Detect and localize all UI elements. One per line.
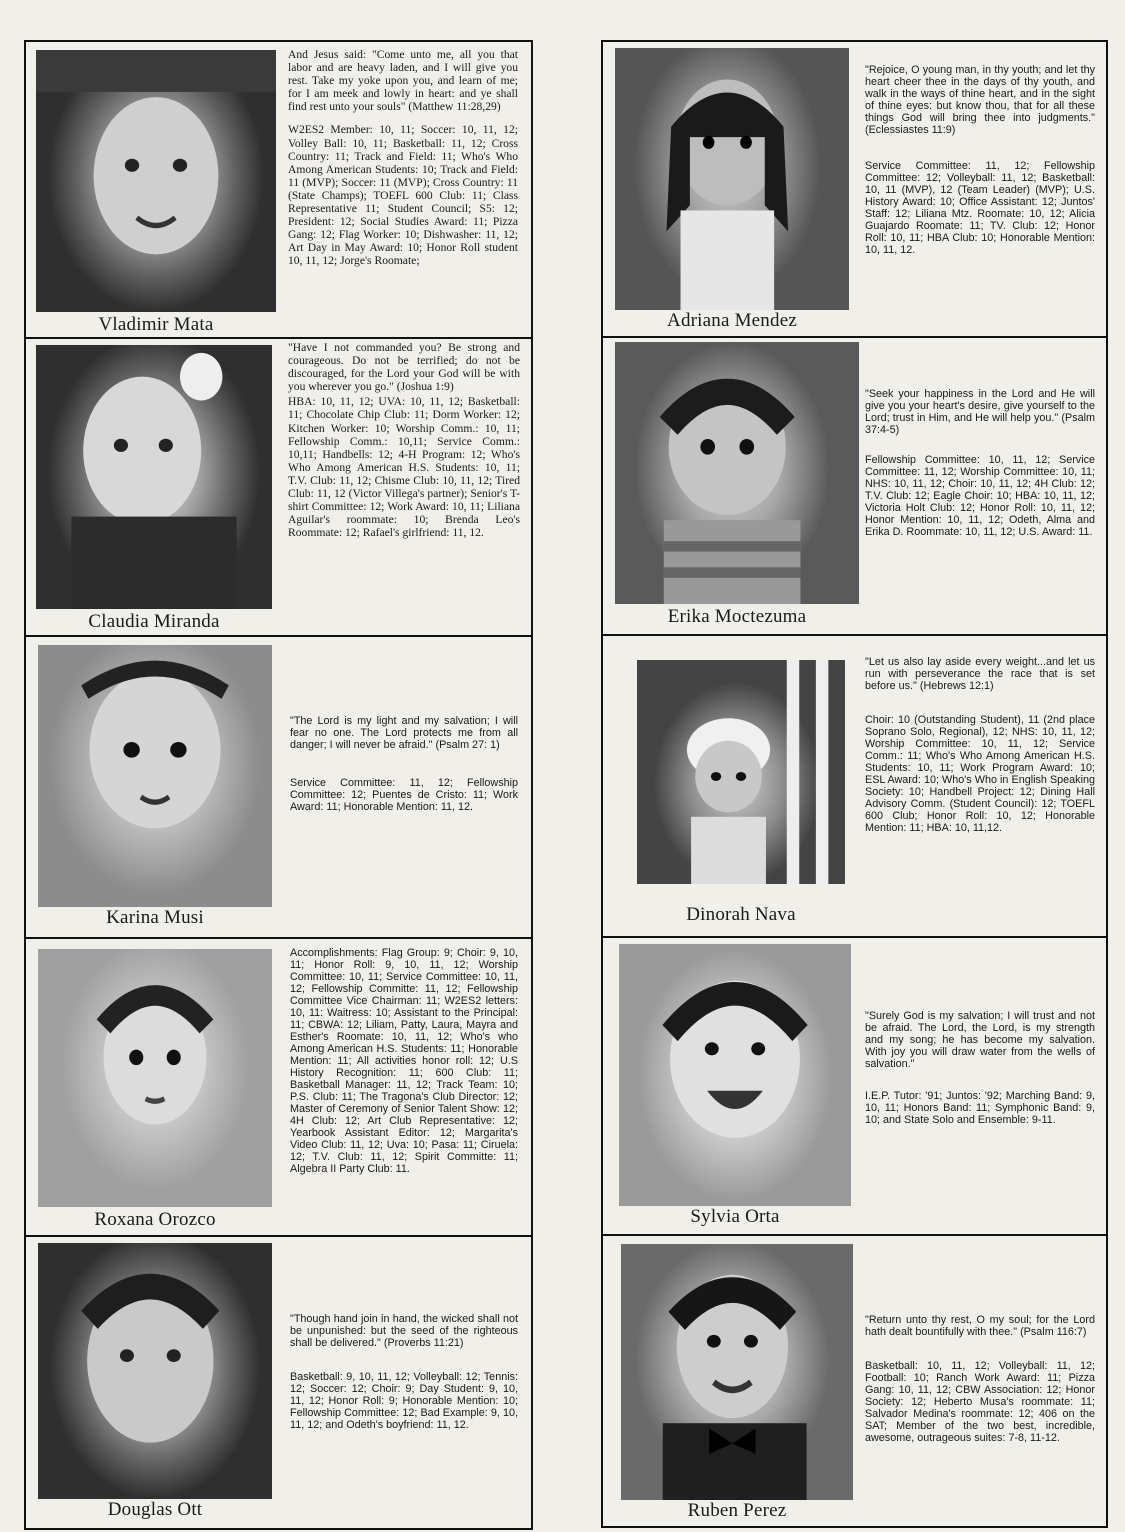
activities-list: Basketball: 10, 11, 12; Volleyball: 11, 12; Football: 10; Ranch Work Award: 11; Pizza Gang: 10, 11, 12; CBW Association: 12; Honor Society: 12; Heberto Musa's roommate: 11; Salvador Medina's roommate: 12; 406 on the SAT; Member of the two best, incredible, awesome, outrageous suites: 7-8, 11-12. [865, 1360, 1095, 1444]
bible-quote: "Let us also lay aside every weight...and let us run with perseverance the race that is set before us." (Hebrews 12:1) [865, 656, 1095, 692]
student-text [288, 48, 518, 268]
student-text [865, 1010, 1095, 1126]
student-name: Sylvia Orta [690, 1206, 780, 1227]
student-name: Karina Musi [106, 907, 204, 928]
student-card-ruben-perez [603, 1236, 1106, 1526]
student-name: Roxana Orozco [94, 1209, 216, 1230]
bible-quote: "The Lord is my light and my salvation; I will fear no one. The Lord protects me from all danger; I will never be afraid." (Psalm 27: 1) [290, 715, 518, 751]
bible-quote: "Return unto thy rest, O my soul; for the Lord hath dealt bountifully with thee." (Psalm 116:7) [865, 1314, 1095, 1338]
student-name: Adriana Mendez [667, 310, 797, 331]
student-text [288, 341, 520, 539]
activities-list: I.E.P. Tutor: '91; Juntos: '92; Marching Band: 9, 10, 11; Honors Band: 11; Symphonic Band: 9, 10; and State Solo and Ensemble: 9-11. [865, 1090, 1095, 1126]
baby-photo [38, 949, 272, 1207]
student-text [290, 715, 518, 813]
bible-quote: And Jesus said: "Come unto me, all you that labor and are heavy laden, and I will give you rest. Take my yoke upon you, and learn of me; for I am meek and lowly in heart: and ye shall find rest unto your souls" (Matthew 11:28,29) [288, 48, 518, 114]
bible-quote: "Though hand join in hand, the wicked shall not be unpunished: but the seed of the righteous shall be delivered." (Proverbs 11:21) [290, 1313, 518, 1349]
activities-list: Accomplishments: Flag Group: 9; Choir: 9, 10, 11; Honor Roll: 9, 10, 11, 12; Worship Committee: 10, 11; Service Committee: 10, 11, 12; Fellowship Committe: 11, 12; Fellowship Committee Vice Chairman: 11; W2ES2 letters: 10, 11: Waitress: 10; Assistant to the Principal: 11; CBWA: 12; Liliam, Patty, Laura, Mayra and Esther's Roomate: 10, 11, 12; Who's who Among American H.S. Students: 11; Honorable Mention: 11; All activities honor roll: 12; U.S History Recognition: 11; 600 Club: 11; Basketball Manager: 11, 12; Track Team: 10; P.S. Club: 11; The Tragona's Club Director: 12; Master of Ceremony of Senior Talent Show: 12; 4H Club: 12; Art Club Representative: 12; Yearbook Assistant Editor: 12; Margarita's Video Club: 11, 12; Uva: 10; Pasa: 11; Ciruela: 12; T.V. Club: 11, 12; Spirit Committe: 11; Algebra II Party Club: 11. [290, 947, 518, 1175]
student-text [865, 64, 1095, 256]
activities-list: Basketball: 9, 10, 11, 12; Volleyball: 12; Tennis: 12; Soccer: 12; Choir: 9; Day Student: 9, 10, 11, 12; Honor Roll: 9; Honorable Mention: 10; Fellowship Committee: 12; Bad Example: 9, 10, 11, 12; and Odeth's boyfriend: 11, 12. [290, 1371, 518, 1431]
student-card-karina-musi [26, 637, 531, 939]
student-text [865, 388, 1095, 538]
student-card-dinorah-nava [603, 636, 1106, 938]
student-text [290, 1313, 518, 1431]
baby-photo [615, 342, 859, 604]
student-card-sylvia-orta [603, 938, 1106, 1236]
baby-photo [615, 48, 849, 310]
activities-list: Fellowship Committee: 10, 11, 12; Service Committee: 11, 12; Worship Committee: 10, 11; NHS: 10, 11, 12; Choir: 10, 11, 12; 4H Club: 12; T.V. Club: 12; Eagle Choir: 10; HBA: 10, 11, 12; Victoria Holt Club: 12; Honor Roll: 10, 11, 12; Honor Mention: 10, 11, 12; Odeth, Alma and Erika D. Roommate: 10, 11, 12; U.S. Award: 11. [865, 454, 1095, 538]
student-text [865, 1314, 1095, 1444]
student-card-adriana-mendez [603, 42, 1106, 338]
student-name: Erika Moctezuma [667, 606, 807, 627]
activities-list: W2ES2 Member: 10, 11; Soccer: 10, 11, 12; Volley Ball: 10, 11; Basketball: 11, 12; Cross Country: 11; Track and Field: 11; Who's Who Among American Students: 10; Track and Field: 11 (MVP); Soccer: 11 (MVP); Cross Country: 11 (State Champs); TOEFL 600 Club: 11; Class Representative 11; Student Council; S5: 12; President: 12; Social Studies Award: 11; Pizza Gang: 12; Flag Worker: 10; Dishwasher: 11, 12; Art Day in May Award: 10; Honor Roll student 10, 11, 12; Jorge's Roomate; [288, 123, 518, 268]
right-column [601, 40, 1108, 1528]
student-card-erika-moctezuma [603, 338, 1106, 636]
bible-quote: "Seek your happiness in the Lord and He will give you your heart's desire, give yourself to the Lord; trust in Him, and He will help you." (Psalm 37:4-5) [865, 388, 1095, 436]
student-text [865, 656, 1095, 834]
student-name: Douglas Ott [107, 1499, 203, 1520]
student-card-roxana-orozco [26, 939, 531, 1237]
student-text [290, 947, 518, 1175]
left-column [24, 40, 533, 1530]
baby-photo [38, 1243, 272, 1499]
student-card-vladimir-mata [26, 42, 531, 339]
activities-list: Service Committee: 11, 12; Fellowship Committee: 12; Volleyball: 11, 12; Basketball: 10, 11 (MVP), 12 (Team Leader) (MVP); U.S. History Award: 10; Office Assistant: 12; Juntos' Staff: 12; Liliana Mtz. Roomate: 10, 12; Alicia Guajardo Roomate: 11; TV. Club: 12; Honor Roll: 10, 11; HBA Club: 10; Honorable Mention: 10, 11, 12. [865, 160, 1095, 256]
bible-quote: "Rejoice, O young man, in thy youth; and let thy heart cheer thee in the days of thy youth, and walk in the ways of thine heart, and in the sight of thine eyes: but know thou, that for all these things God will bring thee into judgments." (Eclessiastes 11:9) [865, 64, 1095, 136]
student-card-claudia-miranda [26, 339, 531, 637]
activities-list: Service Committee: 11, 12; Fellowship Committee: 12; Puentes de Cristo: 11; Work Award: 11; Honorable Mention: 11, 12. [290, 777, 518, 813]
bible-quote: "Have I not commanded you? Be strong and courageous. Do not be terrified; do not be discouraged, for the Lord your God will be with you wherever you go." (Joshua 1:9) [288, 341, 520, 394]
student-name: Vladimir Mata [98, 314, 214, 335]
activities-list: Choir: 10 (Outstanding Student), 11 (2nd place Soprano Solo, Regional), 12; NHS: 10, 11, 12; Worship Committee: 10, 11, 12; Service Comm.: 11; Who's Who Among American H.S. Students: 10, 11; Work Program Award: 10; ESL Award: 10; Who's Who in English Speaking Society: 10; Handbell Project: 12; Dining Hall Advisory Comm. (Student Council): 12; TOEFL 600 Club; Honor Roll: 10, 12; Honorable Mention: 11; HBA: 10, 11,12. [865, 714, 1095, 834]
student-name: Dinorah Nava [686, 904, 796, 925]
baby-photo [36, 50, 276, 312]
student-name: Claudia Miranda [88, 611, 220, 632]
activities-list: HBA: 10, 11, 12; UVA: 10, 11, 12; Basketball: 11; Chocolate Chip Club: 11; Dorm Worker: 12; Kitchen Worker: 10; Worship Comm.: 10, 11; Fellowship Comm.: 10,11; Service Comm.: 10,11; Handbells: 12; 4-H Program: 12; Who's Who Among American H.S. Students: 10, 11; T.V. Club: 11, 12; Chisme Club: 10, 11, 12; Tired Club: 11, 12 (Victor Villega's partner); Senior's T-shirt Committee: 12; Work Award: 10, 11; Liliana Aguilar's roommate: 10; Brenda Leo's Roommate: 12; Rafael's girlfriend: 11, 12. [288, 395, 520, 540]
baby-photo [36, 345, 272, 609]
baby-photo [637, 660, 845, 884]
baby-photo [621, 1244, 853, 1500]
student-name: Ruben Perez [687, 1500, 787, 1521]
bible-quote: "Surely God is my salvation; I will trust and not be afraid. The Lord, the Lord, is my strength and my song; he has become my salvation. With joy you will draw water from the wells of salvation." [865, 1010, 1095, 1070]
baby-photo [619, 944, 851, 1206]
baby-photo [38, 645, 272, 907]
student-card-douglas-ott [26, 1237, 531, 1528]
